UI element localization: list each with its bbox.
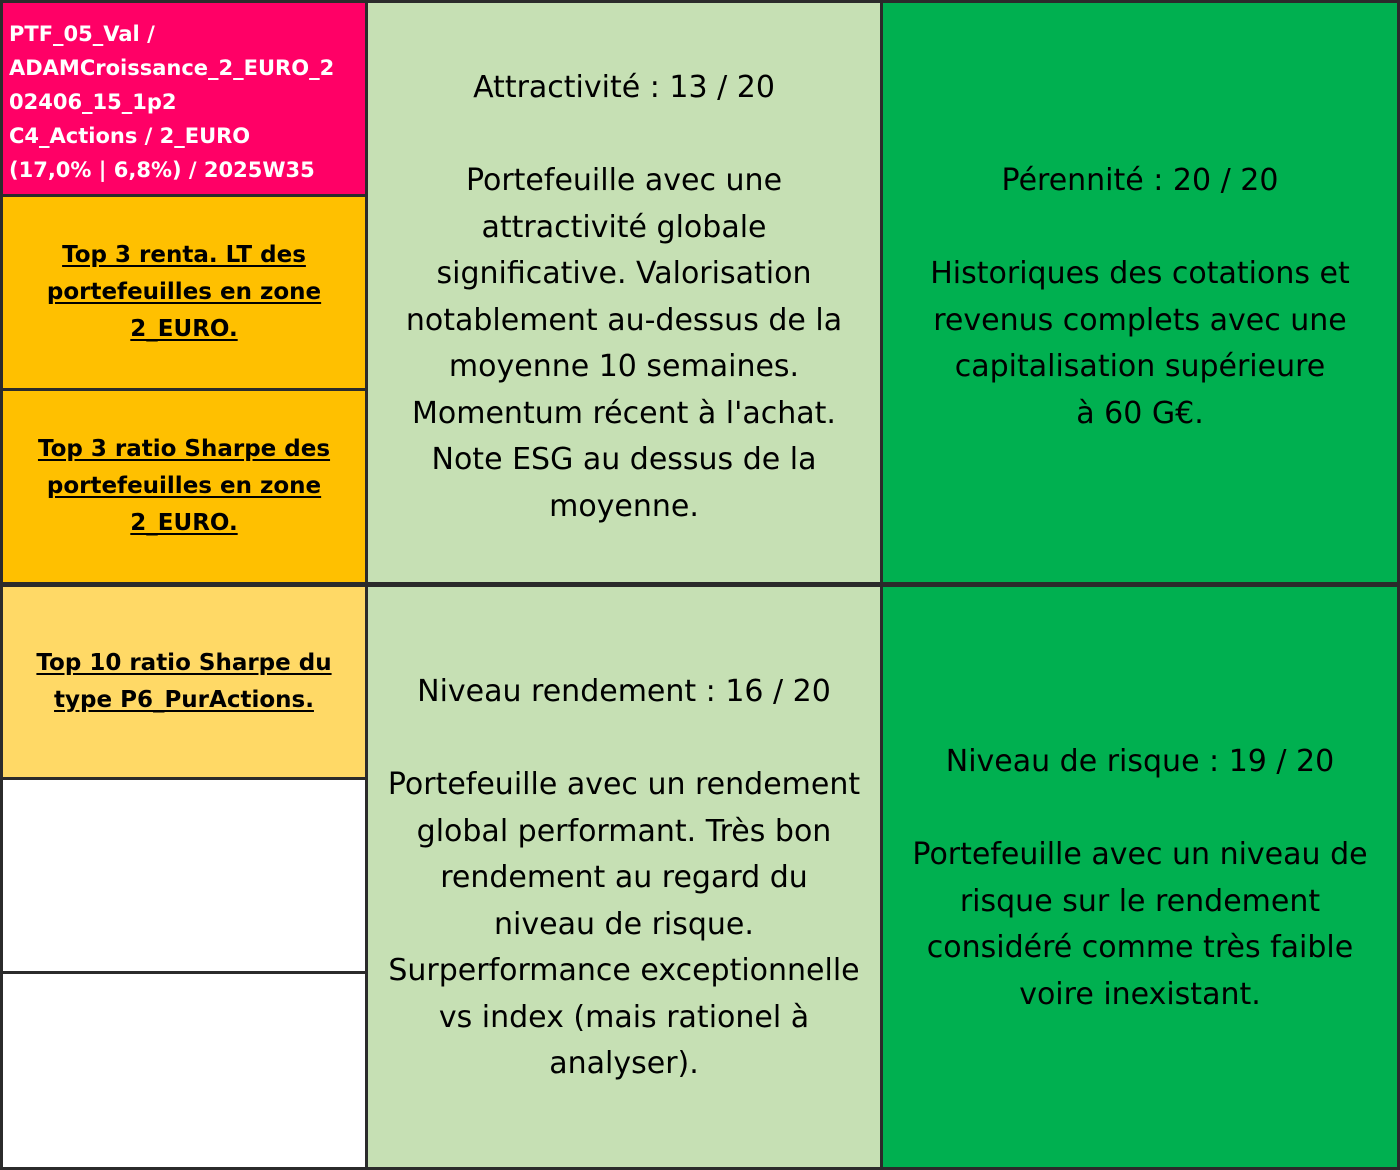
rendement-heading: Niveau rendement : 16 / 20 [417, 674, 831, 709]
portfolio-title-cell [3, 3, 365, 194]
title-line: C4_Actions / 2_EURO [9, 124, 251, 148]
portfolio-title [9, 17, 334, 187]
rendement-text [368, 669, 880, 1088]
badge-top3-renta-cell [3, 197, 365, 388]
attractivite-cell [368, 3, 880, 582]
title-line: 02406_15_1p2 [9, 90, 177, 114]
attractivite-line: attractivité globale [481, 209, 767, 245]
badge-line: Top 10 ratio Sharpe du [36, 650, 332, 676]
empty-cell [3, 780, 365, 971]
attractivite-line: moyenne 10 semaines. [448, 349, 800, 384]
badge-line: 2_EURO. [130, 510, 238, 536]
attractivite-line: Momentum récent à l'achat. [412, 395, 836, 431]
badge-line: Top 3 ratio Sharpe des [37, 436, 331, 462]
risque-line: risque sur le rendement [959, 883, 1321, 919]
badge-line: portefeuilles en zone [46, 473, 322, 499]
badge-top10-sharpe-link[interactable] [26, 645, 341, 719]
rendement-cell [368, 587, 880, 1167]
attractivite-line: Portefeuille avec une [465, 163, 783, 198]
badge-line: Top 3 renta. LT des [62, 242, 306, 268]
rendement-line: Portefeuille avec un rendement [387, 767, 861, 802]
rendement-line: analyser). [549, 1046, 699, 1081]
badge-top3-sharpe-cell [3, 391, 365, 582]
attractivite-line: significative. Valorisation [436, 256, 812, 291]
attractivite-line: notablement au-dessus de la [405, 302, 843, 338]
attractivite-heading: Attractivité : 13 / 20 [473, 70, 775, 105]
risque-line: voire inexistant. [1019, 976, 1261, 1012]
rendement-line: vs index (mais rationel à [438, 999, 810, 1035]
risque-heading: Niveau de risque : 19 / 20 [945, 744, 1335, 779]
attractivite-text [368, 65, 880, 530]
badge-line: 2_EURO. [130, 316, 238, 342]
badge-top3-sharpe-link[interactable] [28, 431, 340, 542]
badge-line: type P6_PurActions. [54, 687, 314, 713]
perennite-text [883, 158, 1397, 437]
rendement-line: niveau de risque. [494, 906, 754, 942]
badge-line: portefeuilles en zone [46, 279, 322, 305]
title-line: ADAMCroissance_2_EURO_2 [9, 56, 335, 80]
risque-cell [883, 587, 1397, 1167]
risque-line: Portefeuille avec un niveau de [912, 837, 1368, 872]
perennite-line: capitalisation supérieure [954, 349, 1326, 384]
perennite-heading: Pérennité : 20 / 20 [1001, 163, 1279, 198]
perennite-line: à 60 G€. [1076, 395, 1204, 431]
risque-line: considéré comme très faible [926, 930, 1354, 965]
rendement-line: global performant. Très bon [416, 813, 832, 849]
title-line: (17,0% | 6,8%) / 2025W35 [9, 158, 315, 182]
rendement-line: Surperformance exceptionnelle [388, 953, 860, 988]
risque-text [883, 739, 1397, 1018]
attractivite-line: Note ESG au dessus de la [431, 442, 817, 477]
badge-top10-sharpe-cell [3, 587, 365, 777]
perennite-cell [883, 3, 1397, 582]
badge-top3-renta-link[interactable] [37, 237, 331, 348]
attractivite-line: moyenne. [549, 488, 699, 524]
perennite-line: revenus complets avec une [933, 302, 1347, 338]
empty-cell [3, 974, 365, 1167]
rendement-line: rendement au regard du [440, 860, 808, 895]
title-line: PTF_05_Val / [9, 22, 155, 46]
perennite-line: Historiques des cotations et [930, 256, 1350, 291]
